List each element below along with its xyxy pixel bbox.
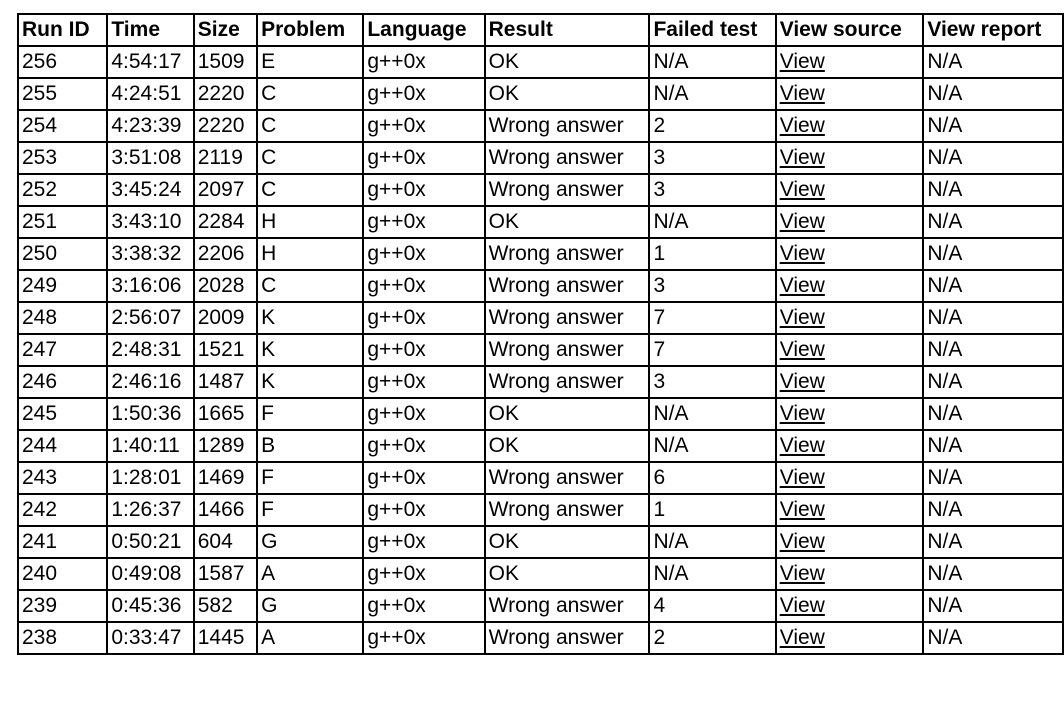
column-header-language: Language [363, 14, 484, 46]
cell-view-report: N/A [923, 398, 1063, 430]
cell-view-source [776, 302, 924, 334]
cell-run-id: 248 [18, 302, 107, 334]
cell-result: Wrong answer [485, 334, 650, 366]
column-header-view-source: View source [776, 14, 924, 46]
view-source-link[interactable]: View [779, 178, 825, 202]
cell-size: 582 [194, 590, 257, 622]
cell-view-source [776, 494, 924, 526]
cell-language: g++0x [363, 462, 484, 494]
cell-result: Wrong answer [485, 174, 650, 206]
cell-time: 1:28:01 [107, 462, 193, 494]
cell-language: g++0x [363, 270, 484, 302]
cell-result: Wrong answer [485, 142, 650, 174]
cell-problem: K [257, 366, 363, 398]
cell-view-source [776, 398, 924, 430]
cell-size: 2220 [194, 110, 257, 142]
header-row [18, 14, 1063, 46]
cell-failed-test: 1 [649, 494, 775, 526]
table-row [18, 398, 1063, 430]
cell-failed-test: N/A [649, 206, 775, 238]
cell-time: 0:45:36 [107, 590, 193, 622]
cell-problem: A [257, 622, 363, 654]
cell-problem: B [257, 430, 363, 462]
cell-problem: H [257, 206, 363, 238]
view-source-link[interactable]: View [779, 626, 825, 650]
column-header-result: Result [485, 14, 650, 46]
cell-size: 1466 [194, 494, 257, 526]
cell-failed-test: N/A [649, 558, 775, 590]
cell-view-source [776, 590, 924, 622]
cell-result: Wrong answer [485, 302, 650, 334]
cell-size: 2284 [194, 206, 257, 238]
table-row [18, 238, 1063, 270]
cell-language: g++0x [363, 622, 484, 654]
table-row [18, 46, 1063, 78]
cell-view-report: N/A [923, 526, 1063, 558]
view-source-link[interactable]: View [779, 466, 825, 490]
column-header-view-report: View report [923, 14, 1063, 46]
cell-time: 1:50:36 [107, 398, 193, 430]
view-source-link[interactable]: View [779, 210, 825, 234]
cell-problem: C [257, 78, 363, 110]
table-row [18, 110, 1063, 142]
cell-size: 1469 [194, 462, 257, 494]
cell-view-report: N/A [923, 110, 1063, 142]
cell-time: 4:23:39 [107, 110, 193, 142]
cell-view-source [776, 430, 924, 462]
cell-language: g++0x [363, 110, 484, 142]
cell-view-source [776, 462, 924, 494]
cell-result: OK [485, 430, 650, 462]
cell-language: g++0x [363, 302, 484, 334]
cell-view-report: N/A [923, 366, 1063, 398]
cell-view-source [776, 270, 924, 302]
cell-language: g++0x [363, 526, 484, 558]
cell-time: 3:16:06 [107, 270, 193, 302]
cell-view-source [776, 622, 924, 654]
cell-failed-test: N/A [649, 526, 775, 558]
table-row [18, 302, 1063, 334]
table-row [18, 462, 1063, 494]
cell-failed-test: 6 [649, 462, 775, 494]
cell-failed-test: 7 [649, 334, 775, 366]
cell-failed-test: 2 [649, 110, 775, 142]
cell-run-id: 242 [18, 494, 107, 526]
cell-size: 2028 [194, 270, 257, 302]
cell-view-report: N/A [923, 334, 1063, 366]
cell-language: g++0x [363, 494, 484, 526]
cell-view-source [776, 206, 924, 238]
cell-result: OK [485, 398, 650, 430]
cell-failed-test: 2 [649, 622, 775, 654]
cell-time: 2:46:16 [107, 366, 193, 398]
cell-view-report: N/A [923, 270, 1063, 302]
cell-run-id: 254 [18, 110, 107, 142]
cell-language: g++0x [363, 46, 484, 78]
view-source-link[interactable]: View [779, 274, 825, 298]
cell-time: 1:40:11 [107, 430, 193, 462]
cell-view-source [776, 142, 924, 174]
cell-time: 3:38:32 [107, 238, 193, 270]
cell-result: Wrong answer [485, 622, 650, 654]
view-source-link[interactable]: View [779, 306, 825, 330]
cell-run-id: 256 [18, 46, 107, 78]
table-row [18, 590, 1063, 622]
cell-problem: C [257, 142, 363, 174]
cell-time: 2:56:07 [107, 302, 193, 334]
cell-language: g++0x [363, 206, 484, 238]
cell-problem: F [257, 398, 363, 430]
cell-problem: F [257, 494, 363, 526]
cell-problem: F [257, 462, 363, 494]
view-source-link[interactable]: View [779, 530, 825, 554]
view-source-link[interactable]: View [779, 434, 825, 458]
column-header-failed-test: Failed test [649, 14, 775, 46]
cell-view-report: N/A [923, 590, 1063, 622]
cell-failed-test: N/A [649, 398, 775, 430]
cell-size: 2220 [194, 78, 257, 110]
cell-time: 0:49:08 [107, 558, 193, 590]
column-header-run-id: Run ID [18, 14, 107, 46]
cell-time: 4:24:51 [107, 78, 193, 110]
cell-run-id: 250 [18, 238, 107, 270]
runs-table-body [18, 46, 1063, 654]
table-row [18, 366, 1063, 398]
cell-problem: K [257, 334, 363, 366]
cell-result: OK [485, 526, 650, 558]
cell-size: 1521 [194, 334, 257, 366]
view-source-link[interactable]: View [779, 242, 825, 266]
view-source-link[interactable]: View [779, 146, 825, 170]
cell-language: g++0x [363, 430, 484, 462]
cell-view-report: N/A [923, 462, 1063, 494]
cell-view-source [776, 334, 924, 366]
cell-view-report: N/A [923, 494, 1063, 526]
cell-view-report: N/A [923, 206, 1063, 238]
cell-run-id: 251 [18, 206, 107, 238]
table-row [18, 558, 1063, 590]
cell-problem: A [257, 558, 363, 590]
cell-view-source [776, 366, 924, 398]
cell-view-report: N/A [923, 142, 1063, 174]
cell-size: 2009 [194, 302, 257, 334]
table-row [18, 622, 1063, 654]
cell-failed-test: N/A [649, 430, 775, 462]
cell-language: g++0x [363, 174, 484, 206]
cell-failed-test: 3 [649, 142, 775, 174]
view-source-link[interactable]: View [779, 50, 825, 74]
cell-failed-test: 4 [649, 590, 775, 622]
view-source-link[interactable]: View [779, 338, 825, 362]
cell-view-source [776, 46, 924, 78]
cell-view-source [776, 238, 924, 270]
cell-run-id: 249 [18, 270, 107, 302]
cell-run-id: 247 [18, 334, 107, 366]
cell-run-id: 245 [18, 398, 107, 430]
cell-language: g++0x [363, 142, 484, 174]
cell-size: 1587 [194, 558, 257, 590]
cell-view-report: N/A [923, 558, 1063, 590]
view-source-link[interactable]: View [779, 114, 825, 138]
view-source-link[interactable]: View [779, 370, 825, 394]
table-row [18, 526, 1063, 558]
cell-failed-test: N/A [649, 46, 775, 78]
cell-result: Wrong answer [485, 366, 650, 398]
cell-language: g++0x [363, 558, 484, 590]
cell-time: 1:26:37 [107, 494, 193, 526]
cell-view-source [776, 78, 924, 110]
cell-language: g++0x [363, 590, 484, 622]
cell-view-source [776, 526, 924, 558]
cell-result: OK [485, 558, 650, 590]
cell-run-id: 239 [18, 590, 107, 622]
cell-run-id: 252 [18, 174, 107, 206]
cell-language: g++0x [363, 78, 484, 110]
cell-time: 3:51:08 [107, 142, 193, 174]
cell-time: 3:43:10 [107, 206, 193, 238]
cell-failed-test: 1 [649, 238, 775, 270]
table-row [18, 430, 1063, 462]
cell-size: 1445 [194, 622, 257, 654]
cell-result: OK [485, 46, 650, 78]
cell-problem: C [257, 270, 363, 302]
table-row [18, 142, 1063, 174]
cell-result: Wrong answer [485, 462, 650, 494]
view-source-link[interactable]: View [779, 82, 825, 106]
view-source-link[interactable]: View [779, 562, 825, 586]
cell-failed-test: 3 [649, 174, 775, 206]
cell-size: 1509 [194, 46, 257, 78]
runs-table-head [18, 14, 1063, 46]
cell-failed-test: 7 [649, 302, 775, 334]
cell-failed-test: N/A [649, 78, 775, 110]
table-row [18, 174, 1063, 206]
view-source-link[interactable]: View [779, 594, 825, 618]
cell-run-id: 244 [18, 430, 107, 462]
cell-problem: G [257, 590, 363, 622]
cell-result: Wrong answer [485, 270, 650, 302]
cell-result: Wrong answer [485, 494, 650, 526]
column-header-problem: Problem [257, 14, 363, 46]
cell-result: OK [485, 206, 650, 238]
cell-view-source [776, 174, 924, 206]
cell-view-report: N/A [923, 78, 1063, 110]
cell-language: g++0x [363, 398, 484, 430]
cell-problem: H [257, 238, 363, 270]
cell-run-id: 246 [18, 366, 107, 398]
cell-size: 2097 [194, 174, 257, 206]
cell-time: 0:50:21 [107, 526, 193, 558]
cell-view-report: N/A [923, 430, 1063, 462]
cell-result: Wrong answer [485, 110, 650, 142]
table-row [18, 206, 1063, 238]
cell-problem: C [257, 110, 363, 142]
cell-size: 604 [194, 526, 257, 558]
cell-result: Wrong answer [485, 590, 650, 622]
cell-size: 2119 [194, 142, 257, 174]
table-row [18, 334, 1063, 366]
cell-run-id: 253 [18, 142, 107, 174]
cell-language: g++0x [363, 366, 484, 398]
cell-run-id: 240 [18, 558, 107, 590]
cell-failed-test: 3 [649, 270, 775, 302]
cell-time: 4:54:17 [107, 46, 193, 78]
cell-view-report: N/A [923, 46, 1063, 78]
cell-run-id: 243 [18, 462, 107, 494]
cell-language: g++0x [363, 334, 484, 366]
cell-run-id: 238 [18, 622, 107, 654]
cell-time: 0:33:47 [107, 622, 193, 654]
cell-problem: G [257, 526, 363, 558]
cell-view-report: N/A [923, 622, 1063, 654]
cell-problem: E [257, 46, 363, 78]
table-row [18, 270, 1063, 302]
cell-failed-test: 3 [649, 366, 775, 398]
cell-size: 1487 [194, 366, 257, 398]
cell-language: g++0x [363, 238, 484, 270]
cell-problem: C [257, 174, 363, 206]
view-source-link[interactable]: View [779, 402, 825, 426]
runs-table [17, 13, 1064, 655]
view-source-link[interactable]: View [779, 498, 825, 522]
table-row [18, 78, 1063, 110]
cell-result: Wrong answer [485, 238, 650, 270]
cell-problem: K [257, 302, 363, 334]
cell-view-report: N/A [923, 302, 1063, 334]
cell-view-report: N/A [923, 174, 1063, 206]
cell-view-report: N/A [923, 238, 1063, 270]
cell-time: 3:45:24 [107, 174, 193, 206]
cell-time: 2:48:31 [107, 334, 193, 366]
cell-result: OK [485, 78, 650, 110]
cell-size: 1289 [194, 430, 257, 462]
cell-size: 1665 [194, 398, 257, 430]
cell-size: 2206 [194, 238, 257, 270]
cell-run-id: 255 [18, 78, 107, 110]
column-header-size: Size [194, 14, 257, 46]
table-row [18, 494, 1063, 526]
cell-run-id: 241 [18, 526, 107, 558]
cell-view-source [776, 110, 924, 142]
cell-view-source [776, 558, 924, 590]
column-header-time: Time [107, 14, 193, 46]
